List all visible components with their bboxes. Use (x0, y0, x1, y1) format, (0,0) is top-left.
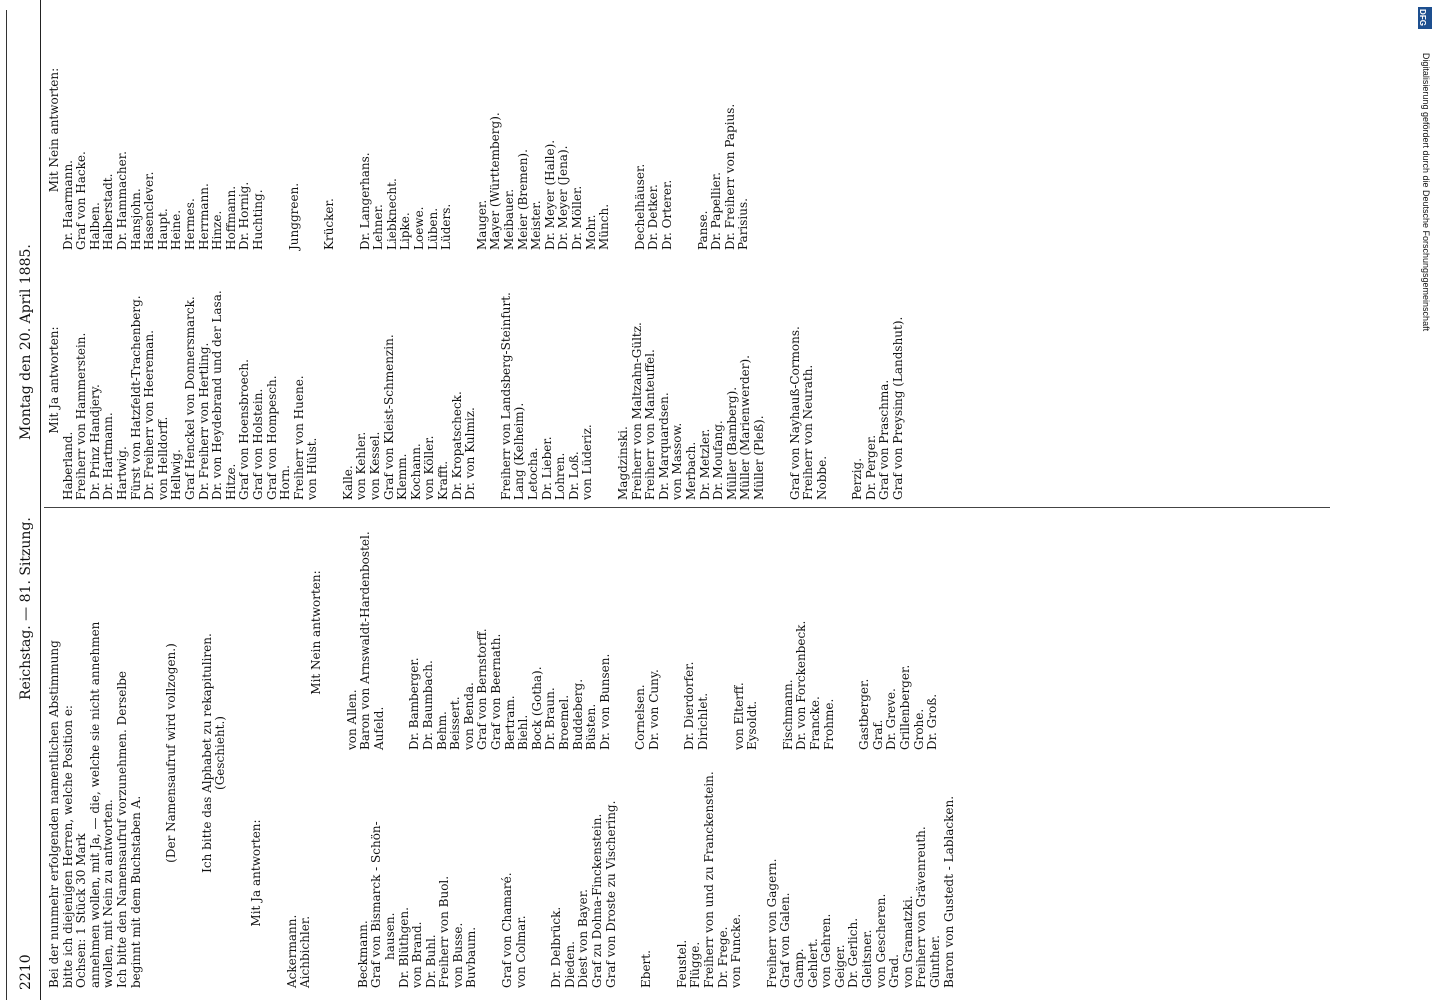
member-name: Dr. Prinz Handjery. (87, 384, 102, 500)
column-4 (48, 10, 751, 250)
spacer (454, 10, 476, 250)
member-name: Lüben. (425, 207, 440, 250)
member-name: Buddeberg. (570, 678, 585, 750)
member-name: Dr. Greve. (884, 688, 899, 750)
spacer (612, 515, 634, 750)
member-name: von Gramatzki. (900, 895, 915, 988)
member-name: Halben. (87, 202, 102, 250)
member-name: Herrmann. (196, 183, 211, 250)
member-name: Meier (Bremen). (515, 149, 530, 250)
spacer (479, 758, 501, 988)
member-name: Graf von Hoensbroech. (237, 359, 252, 500)
member-name: von Allen. (344, 689, 359, 750)
member-name: Graf von Praschma. (877, 379, 892, 500)
spacer (528, 758, 550, 988)
member-name: Beissert. (448, 696, 463, 750)
member-name: von Brand. (410, 921, 425, 988)
member-name: Freiherr von Landsberg-Steinfurt. (498, 292, 513, 500)
member-name: Krafft. (436, 460, 451, 500)
intro-line: beginnt mit dem Buchstaben A. (128, 795, 143, 988)
member-name: Broemel. (556, 694, 571, 750)
member-name: Graf zu Dohna-Finckenstein. (590, 813, 605, 988)
member-name: von Gehren. (819, 913, 834, 988)
spacer (179, 518, 201, 988)
member-name: Hermes. (182, 198, 197, 250)
member-name: Ackermann. (284, 914, 299, 988)
member-name: Dr. Papellier. (709, 172, 724, 250)
member-name: Dr. Delbrück. (549, 906, 564, 988)
spacer (767, 260, 789, 500)
member-name: Graf von Droste zu Vischering. (603, 800, 618, 988)
member-name: Graf von Kleist-Schmenzin. (381, 334, 396, 500)
member-name: Kochann. (408, 443, 423, 500)
spacer (320, 260, 342, 500)
member-name: Dr. Meyer (Halle). (542, 139, 557, 250)
member-name: Geiger. (832, 944, 847, 988)
member-name: Flügge. (688, 941, 703, 988)
member-name: Hellwig. (169, 449, 184, 500)
member-name: Graf von Galen. (778, 892, 793, 988)
member-name: Feustel. (674, 939, 689, 988)
member-name: Dr. Gerlich. (846, 917, 861, 988)
member-name: Müller (Bamberg). (724, 386, 739, 500)
member-name: Müller (Marienwerder). (738, 355, 753, 500)
member-name: Freiherr von Manteuffel. (643, 349, 658, 500)
member-name: Graf. (870, 719, 885, 750)
spacer (836, 515, 858, 750)
intro-line: Ochsen: 1 Stück 30 Mark (74, 833, 89, 988)
header-rule (40, 0, 41, 1000)
member-name: Freiherr von Huene. (291, 375, 306, 500)
member-name: Huchting. (250, 189, 265, 250)
credit-text: Digitalisierung gefördert durch die Deutsche Forschungsgemeinschaft (1421, 52, 1431, 332)
member-name: Lohren. (553, 452, 568, 500)
page-header (0, 0, 40, 1000)
recap-line: Ich bitte das Alphabet zu rekapituliren. (199, 633, 214, 873)
member-name: Büsten. (584, 703, 599, 750)
member-name: von Busse. (450, 922, 465, 988)
member-name: Krücker. (322, 198, 337, 250)
dfg-logo (1418, 7, 1432, 29)
spacer (301, 10, 323, 250)
member-name: Freiherr von und zu Franckenstein. (702, 771, 716, 988)
column-3 (48, 260, 906, 500)
member-name: Haupt. (155, 208, 170, 250)
member-name: Lipke. (398, 212, 413, 250)
member-name: Hitze. (223, 463, 238, 500)
spacer (143, 518, 165, 988)
member-name: Dieden. (562, 941, 577, 988)
intro-line: annehmen wollen, mit Ja, — die, welche sie nicht annehmen (87, 621, 102, 988)
member-name: Graf von Hacke. (74, 151, 89, 250)
intro-line: bitte ich diejenigen Herren, welche Position e: (60, 705, 75, 988)
member-name: Halberstadt. (101, 173, 116, 250)
member-name: Aufeld. (371, 706, 386, 750)
member-name: Lehner. (371, 204, 386, 250)
member-name: Liebknecht. (384, 178, 399, 250)
member-name: von Helldorff. (155, 416, 170, 500)
member-name: Eysoldt. (745, 700, 760, 750)
member-name: von Funcke. (729, 913, 744, 988)
member-name: Dr. Hammacher. (114, 151, 129, 250)
intro-line: Bei der nunmehr erfolgenden namentlichen Abstimmung (47, 640, 61, 988)
member-name: Graf von Chamaré. (500, 872, 515, 988)
member-name: Parisius. (736, 198, 751, 250)
member-name: Graf von Bernstorff. (475, 628, 490, 750)
member-name: hausen. (382, 912, 397, 960)
member-name: Grohe. (911, 708, 926, 750)
member-name: Dr. Freiherr von Heereman. (142, 330, 157, 500)
spacer (313, 758, 335, 988)
member-name: Diest von Bayer. (576, 889, 591, 988)
member-name: Grad. (887, 954, 902, 988)
member-name: Graf von Bismarck - Schön- (369, 821, 384, 988)
member-name: Grillenberger. (898, 664, 912, 750)
member-name: Dr. Hornig. (237, 181, 252, 250)
member-name: Dr. Freiherr von Hertling. (196, 342, 211, 500)
nein-heading: Mit Nein antworten: (47, 67, 61, 193)
member-name: Dr. von Kulmiz. (463, 407, 478, 500)
member-name: Graf von Nayhauß-Cormons. (787, 326, 802, 500)
spacer (829, 260, 851, 500)
member-name: Freiherr von Buol. (437, 875, 452, 988)
member-name: Dr. von Cuny. (646, 669, 661, 750)
spacer (228, 518, 250, 988)
member-name: Dr. Frege. (715, 926, 730, 988)
member-name: Hinze. (210, 210, 225, 250)
roll-call-note: (Der Namensaufruf wird vollzogen.) (164, 643, 179, 863)
member-name: von Elterff. (731, 682, 746, 750)
member-name: Lang (Kelheim). (512, 402, 527, 500)
spacer (595, 260, 617, 500)
spacer (266, 10, 288, 250)
member-name: Freiherr von Gagern. (764, 858, 779, 988)
member-name: Freiherr von Maltzahn-Gültz. (629, 322, 644, 500)
dfg-logo-text: DFG (1417, 9, 1427, 26)
member-name: Hasenclever. (142, 171, 157, 250)
member-name: Biehl. (516, 714, 531, 750)
member-name: Francke. (808, 696, 823, 750)
member-name: Dr. von Forckenbeck. (794, 620, 809, 750)
member-name: Gamp. (791, 948, 806, 988)
member-name: Dr. Kropatscheck. (449, 391, 464, 500)
spacer (324, 515, 346, 750)
member-name: Baron von Arnswaldt-Hardenbostel. (358, 531, 373, 750)
spacer (478, 260, 500, 500)
member-name: von Kessel. (368, 431, 383, 500)
member-name: Dr. Groß. (925, 693, 940, 750)
member-name: Dr. von Heydebrand und der Lasa. (210, 290, 225, 500)
member-name: Loewe. (412, 206, 427, 250)
spacer (264, 758, 286, 988)
ja-heading: Mit Ja antworten: (47, 326, 61, 434)
spacer (744, 758, 766, 988)
member-name: Hansjohn. (128, 188, 143, 250)
intro-line: Ich bitte den Namensaufruf vorzunehmen. Derselbe (114, 670, 129, 988)
member-name: Bock (Gotha). (529, 666, 544, 750)
intro-line: wollen, mit Nein zu antworten. (101, 799, 116, 988)
spacer (711, 515, 733, 750)
digitization-credit (1418, 7, 1432, 382)
column-divider (44, 507, 1330, 508)
member-name: Dr. Blüthgen. (396, 907, 411, 988)
member-name: Hoffmann. (223, 185, 238, 250)
member-name: Mohr. (583, 214, 598, 250)
member-name: Müller (Pleß). (751, 415, 766, 500)
running-title: Reichstag. — 81. Sitzung. (18, 517, 34, 700)
ja-heading: Mit Ja antworten: (248, 819, 263, 927)
member-name: Graf Henckel von Donnersmarck. (182, 296, 197, 500)
member-name: Fischmann. (780, 679, 795, 750)
member-name: Fürst von Hatzfeldt-Trachenberg. (128, 295, 143, 500)
spacer (386, 515, 408, 750)
member-name: Beckmann. (355, 920, 370, 988)
member-name: Dr. Orterer. (659, 179, 674, 250)
member-name: Frohme. (821, 698, 836, 750)
member-name: von Massow. (670, 422, 685, 500)
spacer (337, 10, 359, 250)
done-note: (Geschieht.) (213, 716, 228, 790)
spacer (654, 758, 676, 988)
member-name: Gastberger. (857, 678, 872, 750)
member-name: Aichbichler. (298, 915, 313, 988)
member-name: Dr. Baumbach. (420, 660, 435, 750)
date-line: Montag den 20. April 1885. (18, 244, 34, 440)
nein-heading: Mit Nein antworten: (309, 570, 323, 695)
member-name: Mauger. (474, 199, 489, 250)
member-name: von Colmar. (513, 915, 528, 988)
member-name: Magdzinski. (615, 426, 630, 500)
member-name: Heine. (169, 209, 184, 250)
member-name: Gehlert. (805, 938, 820, 988)
member-name: Bertram. (502, 695, 517, 750)
page-number: 2210 (18, 954, 34, 990)
member-name: Meister. (529, 200, 544, 250)
member-name: Freiherr von Grävenreuth. (914, 826, 929, 988)
member-name: Behm. (434, 711, 449, 750)
member-name: Haberland. (60, 431, 75, 500)
member-name: Dr. Detker. (646, 184, 661, 250)
member-name: Freiherr von Hammerstein. (74, 332, 89, 500)
member-name: Dr. Buhl. (423, 934, 438, 988)
member-name: Mayer (Württemberg). (488, 112, 503, 250)
member-name: Graf von Beernath. (488, 633, 503, 750)
member-name: Graf von Hompesch. (264, 375, 279, 500)
member-name: Dr. Braun. (543, 687, 558, 750)
member-name: Perzig. (850, 457, 865, 500)
member-name: von Köller. (422, 435, 437, 500)
member-name: Dr. Loß. (566, 451, 581, 500)
member-name: Dr. Marquardsen. (656, 392, 671, 500)
member-name: von Benda. (461, 682, 476, 750)
member-name: Lüders. (439, 203, 454, 250)
member-name: Günther. (927, 935, 942, 988)
member-name: Dr. Perger. (863, 434, 878, 500)
member-name: Münch. (597, 203, 612, 250)
spacer (661, 515, 683, 750)
member-name: Buvbaum. (464, 926, 479, 988)
member-name: Meibauer. (502, 188, 517, 250)
spacer (675, 10, 697, 250)
member-name: Dr. Langerhans. (357, 152, 372, 250)
member-name: Dr. Metzler. (697, 428, 712, 500)
member-name: Merbach. (683, 441, 698, 500)
member-name: Graf von Holstein. (250, 388, 265, 500)
member-name: Gleitsner. (859, 929, 874, 988)
member-name: Panse. (695, 210, 710, 250)
member-name: Dr. Meyer (Jena). (556, 145, 571, 250)
member-name: Cornelsen. (633, 684, 648, 750)
member-name: Letocha. (526, 447, 540, 500)
member-name: Dirichlet. (696, 692, 711, 750)
spacer (618, 758, 640, 988)
member-name: Junggreen. (286, 182, 301, 250)
member-name: von Lüderiz. (580, 424, 595, 500)
member-name: Dechelhäuser. (632, 163, 647, 250)
member-name: Dr. Dierdorfer. (682, 661, 697, 750)
member-name: Horn. (278, 465, 293, 500)
member-name: von Kehler. (354, 431, 369, 500)
member-name: Ebert. (639, 950, 654, 988)
member-name: Kalle. (340, 465, 355, 500)
member-name: Hartwig. (114, 446, 129, 500)
column-2 (310, 515, 940, 750)
member-name: Dr. Bamberger. (407, 657, 422, 750)
spacer (335, 758, 357, 988)
member-name: Baron von Gustedt - Lablacken. (941, 795, 956, 988)
member-name: Graf von Preysing (Landshut). (891, 316, 906, 500)
member-name: Nobbe. (814, 455, 829, 500)
member-name: Dr. Lieber. (539, 436, 554, 500)
member-name: Freiherr von Neurath. (801, 364, 816, 500)
member-name: Dr. Hartmann. (101, 412, 116, 500)
spacer (612, 10, 634, 250)
member-name: Dr. von Bunsen. (597, 653, 612, 750)
spacer (760, 515, 782, 750)
member-name: Dr. Moufang. (711, 420, 726, 500)
ja-list (250, 758, 956, 988)
member-name: Dr. Haarmann. (60, 160, 75, 250)
member-name: Klemm. (395, 453, 410, 500)
member-name: Dr. Freiherr von Papius. (722, 103, 737, 250)
member-name: Dr. Möller. (570, 185, 584, 250)
member-name: von Hülst. (305, 437, 320, 500)
member-name: von Gescheren. (873, 893, 888, 988)
